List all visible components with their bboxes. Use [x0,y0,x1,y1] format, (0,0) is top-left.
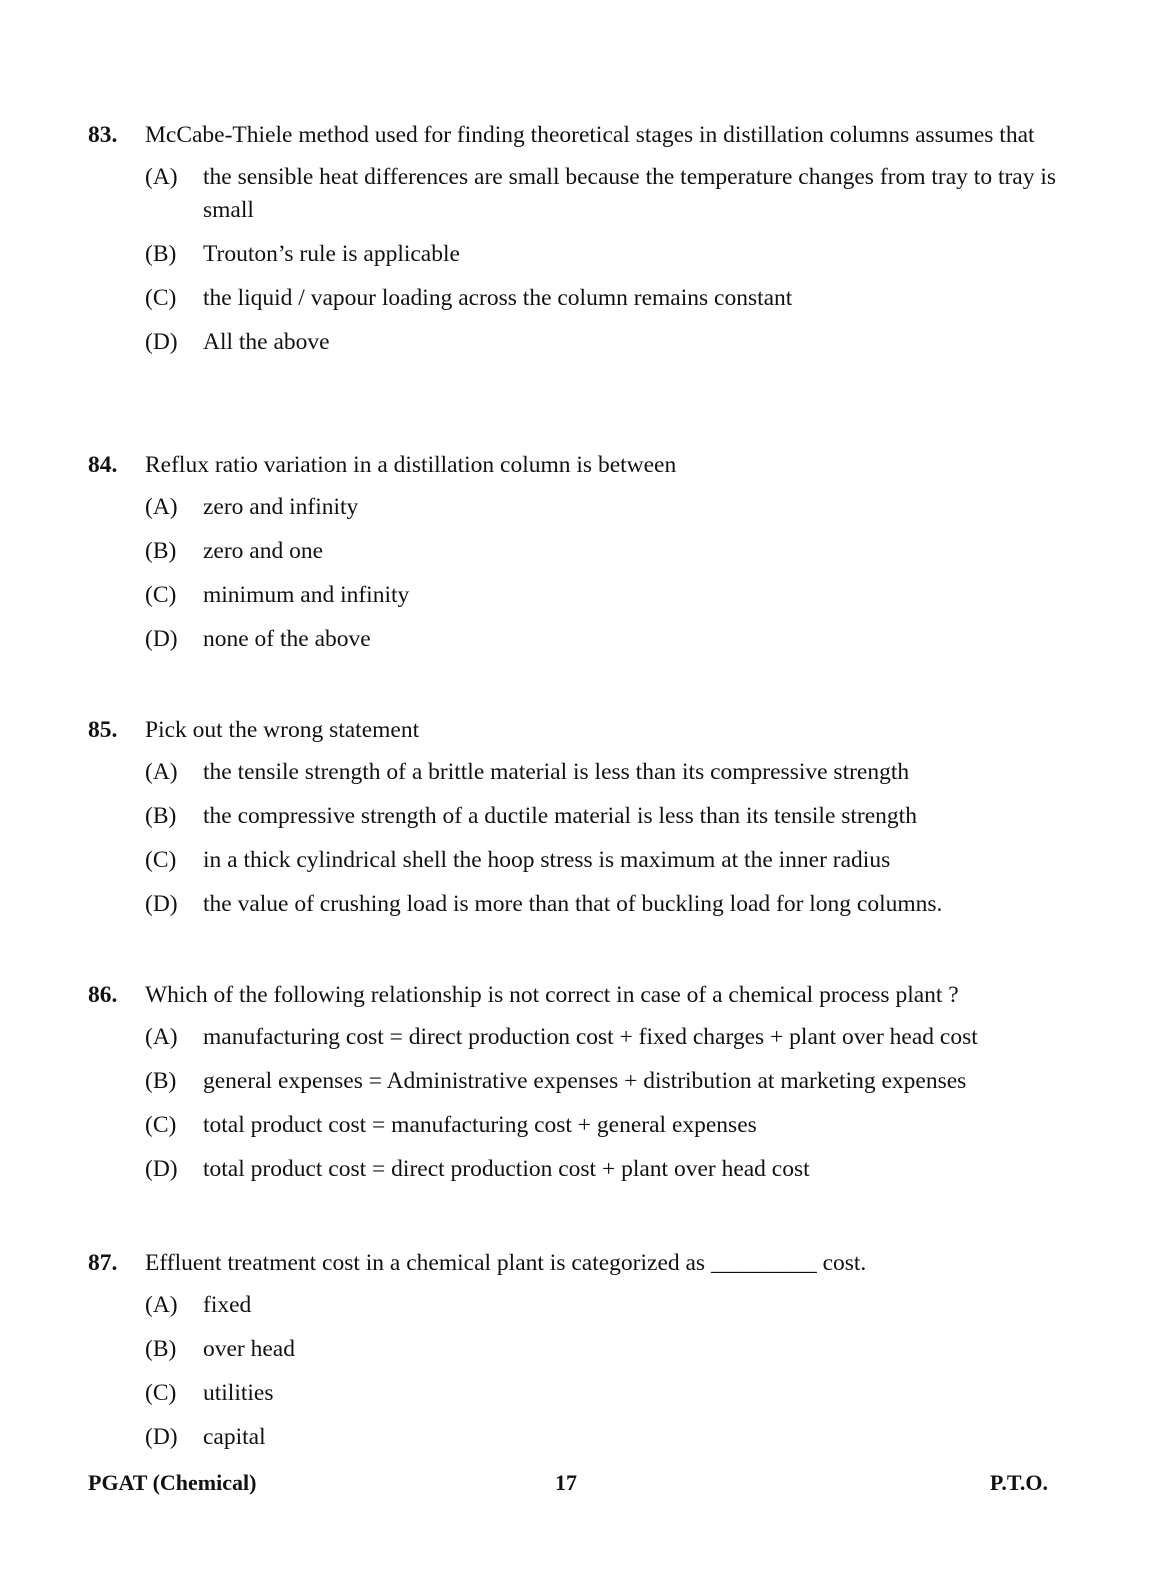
option-list [145,491,1058,656]
question-stem [88,119,1058,152]
option-list [145,1289,1058,1454]
option-text: zero and infinity [203,494,359,520]
option-text: zero and one [203,538,324,564]
page-number: 17 [555,1470,577,1495]
option-a [145,491,1058,524]
question-85 [88,714,1058,932]
option-text: in a thick cylindrical shell the hoop stress is maximum at the inner radius [203,847,891,873]
question-stem [88,714,1058,747]
option-label: (D) [145,1156,178,1182]
option-d [145,888,1058,921]
option-c [145,1109,1058,1142]
option-label: (D) [145,891,178,917]
question-84 [88,449,1058,667]
question-87 [88,1247,1058,1465]
option-text: the tensile strength of a brittle material is less than its compressive strength [203,759,910,785]
question-text: Reflux ratio variation in a distillation column is between [145,452,677,478]
option-c [145,579,1058,612]
option-label: (A) [145,164,178,190]
option-b [145,800,1058,833]
pto-note: P.T.O. [989,1470,1048,1495]
option-label: (C) [145,847,177,873]
question-83 [88,119,1058,370]
option-b [145,535,1058,568]
option-c [145,844,1058,877]
option-label: (B) [145,1068,177,1094]
question-text: Pick out the wrong statement [145,717,420,743]
question-number: 83. [88,122,118,148]
option-label: (B) [145,538,177,564]
option-text: fixed [203,1292,252,1318]
question-number: 87. [88,1250,118,1276]
option-text: general expenses = Administrative expenses + distribution at marketing expenses [203,1068,967,1094]
option-label: (B) [145,803,177,829]
option-a [145,1021,1058,1054]
option-text: All the above [203,329,330,355]
question-text: McCabe-Thiele method used for finding theoretical stages in distillation columns assumes that [145,122,1035,148]
option-b [145,238,1058,271]
option-label: (A) [145,1024,178,1050]
option-text: the value of crushing load is more than that of buckling load for long columns. [203,891,943,917]
option-text: over head [203,1336,295,1362]
option-label: (B) [145,1336,177,1362]
question-number: 86. [88,982,118,1008]
option-text: the sensible heat differences are small because the temperature changes from tray to tray is small [203,164,1057,223]
option-text: the liquid / vapour loading across the column remains constant [203,285,793,311]
option-label: (A) [145,1292,178,1318]
question-86 [88,979,1058,1197]
option-text: manufacturing cost = direct production cost + fixed charges + plant over head cost [203,1024,978,1050]
option-a [145,161,1058,227]
option-text: the compressive strength of a ductile material is less than its tensile strength [203,803,917,829]
option-list [145,756,1058,921]
option-label: (D) [145,1424,178,1450]
option-label: (D) [145,329,178,355]
option-label: (C) [145,1112,177,1138]
question-number: 85. [88,717,118,743]
option-text: utilities [203,1380,274,1406]
option-label: (C) [145,582,177,608]
option-list [145,161,1058,359]
option-b [145,1333,1058,1366]
option-label: (C) [145,1380,177,1406]
option-label: (C) [145,285,177,311]
option-d [145,1421,1058,1454]
option-a [145,756,1058,789]
option-d [145,326,1058,359]
page-footer [88,1470,1048,1502]
question-number: 84. [88,452,118,478]
question-text: Which of the following relationship is not correct in case of a chemical process plant ? [145,982,959,1008]
option-label: (D) [145,626,178,652]
option-text: total product cost = direct production cost + plant over head cost [203,1156,810,1182]
option-c [145,282,1058,315]
option-c [145,1377,1058,1410]
option-d [145,623,1058,656]
option-label: (B) [145,241,177,267]
option-a [145,1289,1058,1322]
option-text: minimum and infinity [203,582,410,608]
question-stem [88,449,1058,482]
question-stem [88,1247,1058,1280]
question-stem [88,979,1058,1012]
option-text: none of the above [203,626,371,652]
option-label: (A) [145,759,178,785]
paper-code: PGAT (Chemical) [88,1470,257,1495]
option-d [145,1153,1058,1186]
option-text: capital [203,1424,266,1450]
option-text: Trouton’s rule is applicable [203,241,460,267]
option-list [145,1021,1058,1186]
question-text: Effluent treatment cost in a chemical plant is categorized as _________ cost. [145,1250,867,1276]
option-text: total product cost = manufacturing cost + general expenses [203,1112,757,1138]
option-b [145,1065,1058,1098]
option-label: (A) [145,494,178,520]
